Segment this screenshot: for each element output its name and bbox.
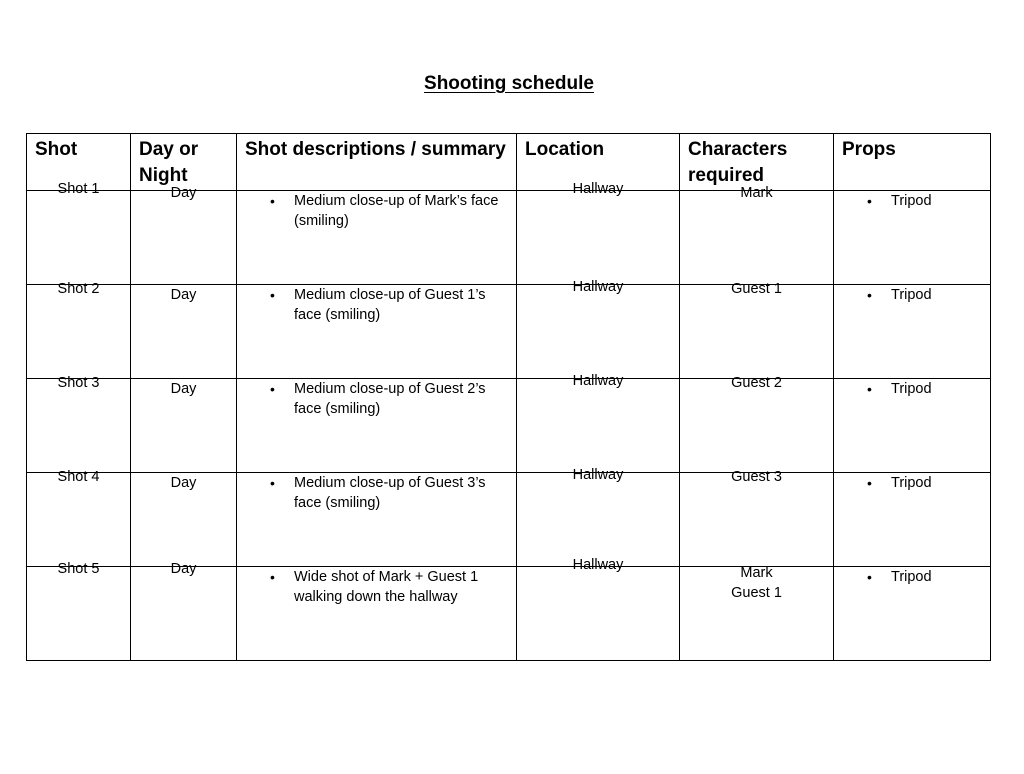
shooting-schedule-table [26,133,991,661]
table-row [27,473,991,567]
day-label: Day [170,185,197,201]
props-item: • Tripod [891,191,990,211]
character-name: Guest 1 [731,281,782,297]
props-cell [834,191,991,285]
day-cell [131,379,237,473]
location-label: Hallway [572,557,624,573]
day-label: Day [170,475,197,491]
column-header-day-or-night: Day or Night [131,134,237,191]
location-label: Hallway [572,373,624,389]
description-list [237,191,516,231]
props-cell [834,473,991,567]
location-cell [517,557,680,661]
character-name: Mark [740,565,773,581]
characters-cell [680,469,834,567]
description-item: • Wide shot of Mark + Guest 1 walking down the hallway [294,567,516,607]
shot-label: Shot 4 [57,469,100,485]
location-label: Hallway [572,181,624,197]
props-list [834,379,990,399]
table-row [27,191,991,285]
column-header-characters: Characters required [680,134,834,191]
shot-label: Shot 2 [57,281,100,297]
day-cell [131,185,237,285]
description-item: • Medium close-up of Mark’s face (smiling) [294,191,516,231]
day-cell [131,473,237,567]
shot-cell [27,181,131,285]
characters-list [680,279,833,299]
day-label: Day [170,287,197,303]
description-cell [237,473,517,567]
day-cell [131,285,237,379]
description-list [237,473,516,513]
description-item: • Medium close-up of Guest 1’s face (smiling) [294,285,516,325]
header-row [27,134,991,191]
location-label: Hallway [572,279,624,295]
shot-cell [27,469,131,567]
characters-cell [680,185,834,285]
location-cell [517,279,680,379]
description-item: • Medium close-up of Guest 3’s face (smiling) [294,473,516,513]
shot-label: Shot 1 [57,181,100,197]
props-cell [834,567,991,661]
day-label: Day [170,561,197,577]
characters-cell [680,375,834,473]
shot-label: Shot 5 [57,561,100,577]
props-list [834,191,990,211]
props-item: • Tripod [891,379,990,399]
location-cell [517,373,680,473]
column-header-location: Location [517,134,680,191]
day-label: Day [170,381,197,397]
shot-cell [27,281,131,379]
props-list [834,567,990,587]
table-row [27,567,991,661]
character-name: Guest 2 [731,375,782,391]
table-row [27,379,991,473]
description-cell [237,285,517,379]
description-cell [237,567,517,661]
character-name: Guest 1 [731,585,782,601]
description-list [237,379,516,419]
column-header-props: Props [834,134,991,191]
shot-label: Shot 3 [57,375,100,391]
column-header-shot: Shot [27,134,131,191]
characters-list [680,467,833,487]
location-cell [517,181,680,285]
description-list [237,567,516,607]
description-cell [237,379,517,473]
character-name: Mark [740,185,773,201]
characters-list [680,373,833,393]
description-list [237,285,516,325]
characters-cell [680,567,834,661]
column-header-description: Shot descriptions / summary [237,134,517,191]
props-list [834,473,990,493]
location-label: Hallway [572,467,624,483]
description-cell [237,191,517,285]
location-cell [517,467,680,567]
character-name: Guest 3 [731,469,782,485]
shot-cell [27,561,131,661]
props-item: • Tripod [891,285,990,305]
characters-list [680,183,833,203]
description-item: • Medium close-up of Guest 2’s face (smiling) [294,379,516,419]
props-item: • Tripod [891,473,990,493]
schedule-body [27,181,991,661]
characters-cell [680,281,834,379]
page-title: Shooting schedule [424,73,594,94]
props-list [834,285,990,305]
props-cell [834,379,991,473]
shot-cell [27,375,131,473]
props-cell [834,285,991,379]
characters-list [680,563,833,603]
table-row [27,285,991,379]
props-item: • Tripod [891,567,990,587]
day-cell [131,561,237,661]
